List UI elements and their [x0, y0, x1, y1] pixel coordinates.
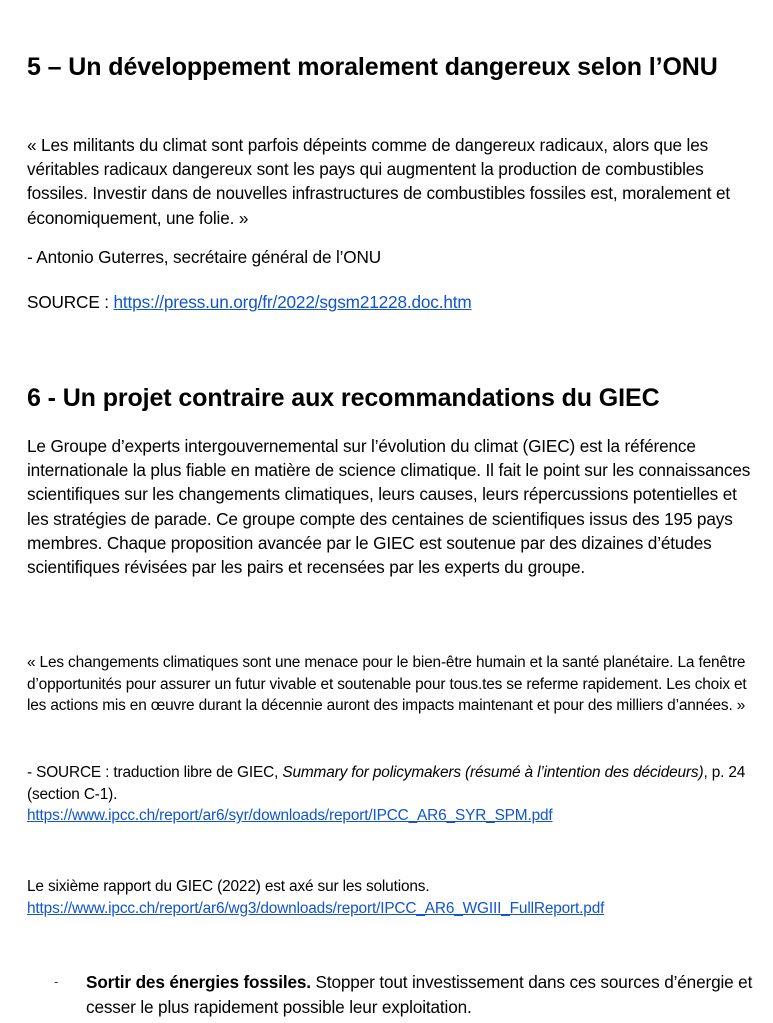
- bullet-text: [86, 970, 754, 1019]
- un-press-link[interactable]: https://press.un.org/fr/2022/sgsm21228.doc.htm: [113, 292, 472, 312]
- giec-quote: « Les changements climatiques sont une menace pour le bien-être humain et la santé planétaire. La fenêtre d’opportunités pour assurer un futur vivable et soutenable pour tous.tes se referme rapidement. Les choix et les actions mis en œuvre durant la décennie auront des impacts maintenant et pour des milliers d’années. »: [27, 654, 747, 715]
- ipcc-spm-link[interactable]: https://www.ipcc.ch/report/ar6/syr/downloads/report/IPCC_AR6_SYR_SPM.pdf: [27, 807, 553, 825]
- citation-suffix: , p. 24 (section C-1).: [27, 764, 746, 803]
- giec-source-citation: [27, 762, 752, 827]
- bullet-description: Stopper tout investissement dans ces sources d’énergie et cesser le plus rapidement possible leur exploitation.: [86, 972, 753, 1017]
- ipcc-wg3-report-link[interactable]: https://www.ipcc.ch/report/ar6/wg3/downloads/report/IPCC_AR6_WGIII_FullReport.pdf: [27, 899, 605, 917]
- giec-intro-paragraph: Le Groupe d’experts intergouvernemental sur l’évolution du climat (GIEC) est la référence internationale la plus fiable en matière de science climatique. Il fait le point sur les connaissances scientifiques sur les changements climatiques, leurs causes, leurs répercussions potentielles et les stratégies de parade. Ce groupe compte des centaines de scientifiques issus des 195 pays membres. Chaque proposition avancée par le GIEC est soutenue par des dizaines d’études scientifiques révisées par les pairs et recensées par les experts du groupe.: [27, 436, 751, 578]
- source-line: [27, 290, 752, 314]
- section-6-heading: 6 - Un projet contraire aux recommandations du GIEC: [27, 384, 660, 412]
- citation-title: Summary for policymakers (résumé à l’intention des décideurs): [282, 764, 704, 781]
- sixth-report-text: Le sixième rapport du GIEC (2022) est axé sur les solutions.: [27, 878, 430, 895]
- bullet-bold-lead: Sortir des énergies fossiles.: [86, 972, 311, 992]
- citation-prefix: - SOURCE : traduction libre de GIEC,: [27, 764, 283, 781]
- sixth-report-note: [27, 876, 752, 919]
- guterres-quote: « Les militants du climat sont parfois dépeints comme de dangereux radicaux, alors que les véritables radicaux dangereux sont les pays qui augmentent la production de combustibles fossiles. Investir dans de nouvelles infrastructures de combustibles fossiles est, moralement et économiquement, une folie. »: [27, 135, 731, 228]
- quote-attribution: - Antonio Guterres, secrétaire général de l’ONU: [27, 247, 382, 267]
- section-5-heading: 5 – Un développement moralement dangereux selon l’ONU: [27, 53, 718, 81]
- bullet-dash-icon: -: [54, 974, 59, 989]
- source-label: SOURCE :: [27, 292, 114, 312]
- list-item: [54, 970, 754, 1019]
